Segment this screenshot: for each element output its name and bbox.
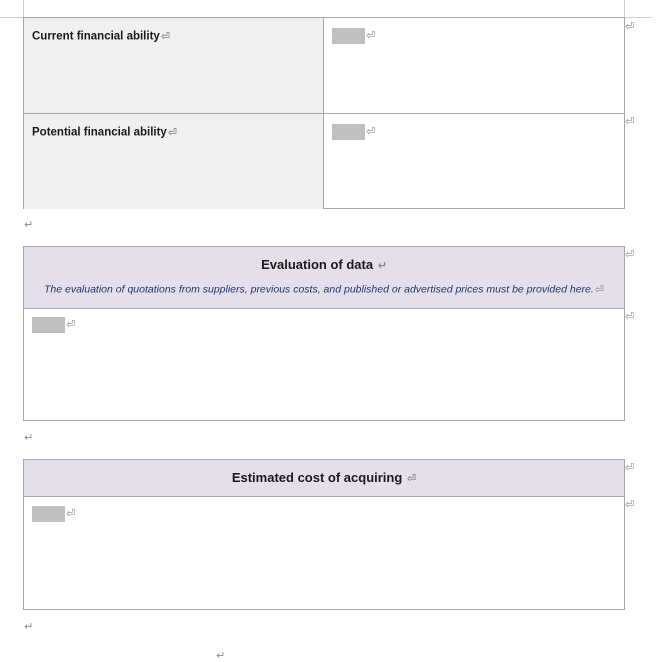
cell-end-mark: ⏎ [66, 319, 76, 332]
cost-title: Estimated cost of acquiring [231, 470, 403, 485]
page-edge-line-right [624, 17, 652, 18]
current-financial-ability-field[interactable] [332, 28, 365, 44]
evaluation-header [24, 247, 624, 309]
cell-end-mark: ⏎ [160, 31, 171, 43]
potential-financial-ability-cell[interactable] [324, 114, 624, 209]
cell-end-mark: ⏎ [66, 508, 76, 521]
row-end-mark: ⏎ [625, 462, 635, 474]
row-end-mark: ⏎ [625, 116, 635, 128]
table-row [24, 18, 624, 113]
cost-field[interactable] [32, 506, 65, 522]
cell-end-mark: ⏎ [366, 30, 376, 43]
table-row [24, 113, 624, 209]
paragraph-mark: ↵ [24, 219, 34, 231]
financial-ability-table [23, 17, 625, 209]
page-edge-line-left [0, 17, 24, 18]
evaluation-note: The evaluation of quotations from suppliers, previous costs, and published or advertised prices must be provided here. [43, 283, 594, 296]
evaluation-of-data-table [23, 246, 625, 421]
row-end-mark: ⏎ [625, 499, 635, 511]
paragraph-mark: ⏎ [406, 473, 417, 486]
paragraph-mark: ↵ [216, 650, 226, 662]
paragraph-mark: ↵ [24, 621, 34, 633]
row-end-mark: ⏎ [625, 21, 635, 33]
potential-financial-ability-field[interactable] [332, 124, 365, 140]
potential-financial-ability-label: Potential financial ability⏎ [24, 114, 324, 209]
page-edge-tick-left [23, 0, 24, 17]
row-end-mark: ⏎ [625, 249, 635, 261]
estimated-cost-table [23, 459, 625, 610]
evaluation-field[interactable] [32, 317, 65, 333]
cell-end-mark: ⏎ [594, 284, 605, 297]
current-financial-ability-label: Current financial ability⏎ [24, 18, 324, 113]
row-end-mark: ⏎ [625, 311, 635, 323]
evaluation-title: Evaluation of data [261, 257, 374, 272]
paragraph-mark: ↵ [377, 260, 387, 273]
cost-content-cell[interactable] [24, 505, 624, 523]
paragraph-mark: ↵ [24, 432, 34, 444]
cost-header [24, 460, 624, 497]
evaluation-content-cell[interactable] [24, 316, 624, 334]
cell-end-mark: ⏎ [167, 127, 178, 139]
cell-end-mark: ⏎ [366, 126, 376, 139]
page-edge-tick-right [624, 0, 625, 17]
current-financial-ability-cell[interactable] [324, 18, 624, 113]
